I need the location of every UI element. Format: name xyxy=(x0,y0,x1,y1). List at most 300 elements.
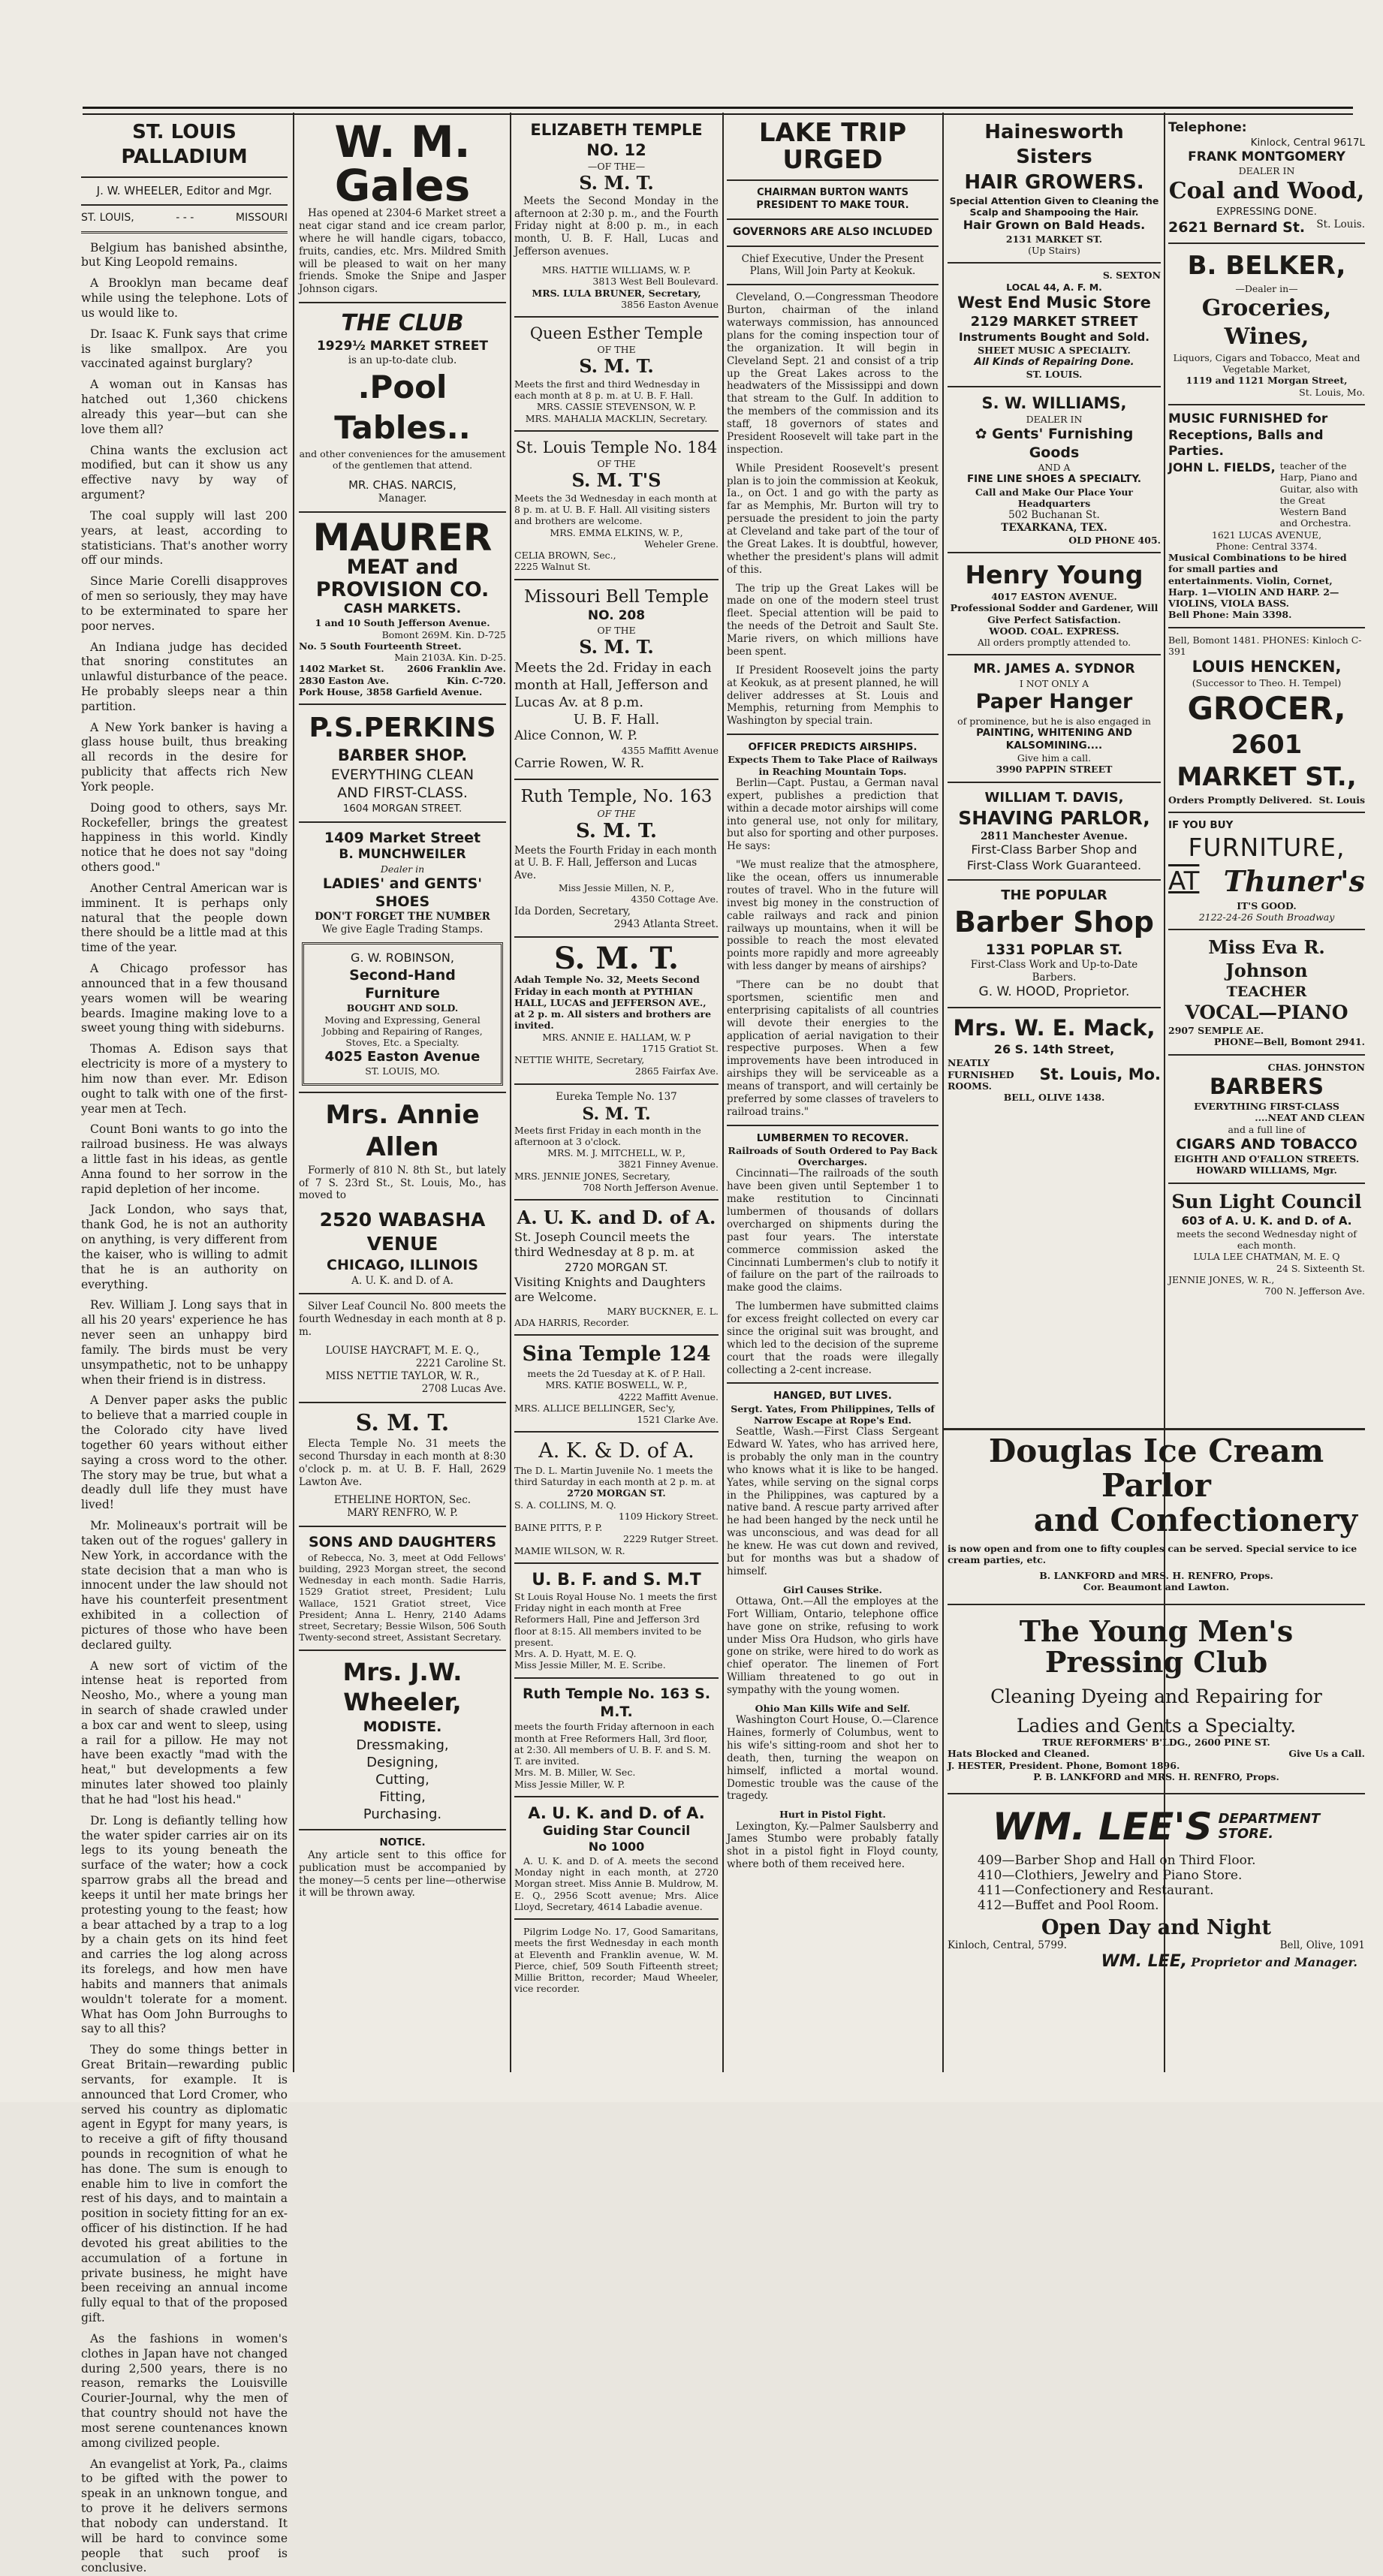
column-ads-1 xyxy=(299,116,506,2072)
williams-call: Call and Make Our Place Your Headquarters xyxy=(975,486,1133,509)
sina-n1b: 4222 Maffitt Avenue. xyxy=(618,1390,719,1402)
sydnor-title: Paper Hanger xyxy=(975,690,1133,714)
sydnor-name: MR. JAMES A. SYDNOR xyxy=(973,661,1135,677)
williams-phone: OLD PHONE 405. xyxy=(1068,534,1161,546)
maurer-addr2: No. 5 South Fourteenth Street. xyxy=(299,640,462,652)
column-rule xyxy=(722,113,724,2072)
article-paragraph: Cleveland, O.—Congressman Theodore Burton, chairman of the inland waterways commission, has announced plans for the coming inspection tour of the organization. It will begin in Cleveland Sept. 21 and consist of a trip up the Great Lakes across to the headwaters of the Mississippi and down that stream to the Gulf. In addition to the members of the commission and its staff, 18 governors of states and President Roosevelt will take part in the inspection. xyxy=(727,291,939,456)
editorial-paragraph: A new sort of victim of the intense heat is reported from Neosho, Mo., where a young man in search of shade crawled under a box car and went to sleep, using a rail for a pillow. He may not have been exactly "mad with the heat," but developments a few minutes later showed too plainly that he had "lost his head." xyxy=(81,1659,288,1806)
wheeler-sub: MODISTE. xyxy=(363,1719,442,1736)
editorial-paragraph: An Indiana judge has decided that snoring constitutes an unlawful disturbance of the peace. He probably sleeps near a thin partition. xyxy=(81,640,288,713)
headline-strike: Girl Causes Strike. xyxy=(783,1583,882,1595)
queen-n2: MRS. MAHALIA MACKLIN, Secretary. xyxy=(525,412,708,424)
eureka-n1: MRS. M. J. MITCHELL, W. P., xyxy=(547,1147,685,1159)
allen-title: Mrs. Annie Allen xyxy=(325,1099,480,1163)
auk-n2: ADA HARRIS, Recorder. xyxy=(514,1317,630,1329)
williams-and: AND A xyxy=(1038,461,1071,473)
sydnor-not: I NOT ONLY A xyxy=(1019,678,1089,690)
sexton: S. SEXTON xyxy=(1102,270,1161,282)
barbers-chas: CHAS. JOHNSTON xyxy=(1267,1061,1365,1073)
wide-ads xyxy=(948,1434,1365,2072)
editorial-paragraph: Dr. Isaac K. Funk says that crime is like smallpox. Are you vaccinated against burglary? xyxy=(81,327,288,371)
eureka-smt: S. M. T. xyxy=(582,1104,651,1124)
munchweiler-line2: We give Eagle Trading Stamps. xyxy=(321,923,484,936)
ruth-n1: Miss Jessie Millen, N. P., xyxy=(558,882,675,894)
haines-sub: HAIR GROWERS. xyxy=(964,170,1144,194)
stl-text: Meets the 3d Wednesday in each month at 8 p. m. at U. B. F. Hall. All visiting sisters and brothers are welcome. xyxy=(514,492,717,527)
auk-title: A. U. K. and D. of A. xyxy=(517,1207,716,1229)
top-rule xyxy=(83,107,1353,115)
headline-ohio: Ohio Man Kills Wife and Self. xyxy=(755,1702,911,1714)
lee-phones: Kinloch, Central, 5799. Bell, Olive, 1091 xyxy=(948,1939,1365,1952)
editorial-paragraph: Belgium has banished absinthe, but King Leopold remains. xyxy=(81,240,288,270)
music-local: LOCAL 44, A. F. M. xyxy=(1006,281,1102,293)
ruth-of: OF THE xyxy=(597,808,636,819)
mobell-title: Missouri Bell Temple xyxy=(523,586,710,607)
douglas-title1: Douglas Ice Cream Parlor xyxy=(988,1433,1324,1505)
thuner-goods: IT'S GOOD. xyxy=(1237,899,1297,911)
thuner-name-row: AT Thuner's xyxy=(1168,864,1365,899)
thuner-if: IF YOU BUY xyxy=(1168,819,1234,832)
munchweiler-name: B. MUNCHWEILER xyxy=(339,846,466,862)
article-paragraph: Cincinnati—The railroads of the south have been given until September 1 to make restitution to Cincinnati lumbermen of thousands of dollars overcharged on shipments during the past four years. The interstate commerce commission asked the Cincinnati Lumbermen's club to notify it of failure on the part of the railroads to make good the claims. xyxy=(727,1167,939,1294)
article-paragraph: "We must realize that the atmosphere, like the ocean, offers us innumerable routes of travel. Who in the future will invest big money in the construction of cable railways and rack and pinion railways up mountains, when it will be possible to reach the most elevated points more rapidly and more agreeably with less danger by means of airships? xyxy=(727,859,939,973)
hencken-name: LOUIS HENCKEN, xyxy=(1192,658,1342,676)
smt2-n2: MARY RENFRO, W. P. xyxy=(347,1507,458,1520)
williams-dealer: DEALER IN xyxy=(1026,414,1083,426)
elizabeth-n2: MRS. LULA BRUNER, Secretary, xyxy=(532,287,701,299)
maurer-addr1: 1 and 10 South Jefferson Avenue. xyxy=(315,617,490,629)
article-paragraph: Seattle, Wash.—First Class Sergeant Edward W. Yates, who has arrived here, is probably the only man in the country who knows what it is like to be hanged. Yates, while serving on the signal corps in the Philippines, was captured by a native band. A rescue party arrived after he had been hanged by the neck until he was unconscious, and was dead for all he knew. He was cut down and revived, but for months was but a shadow of himself. xyxy=(727,1426,939,1577)
article-paragraph: If President Roosevelt joins the party at Keokuk, as at present planned, he will deliver addresses at St. Louis and Memphis, returning from Memphis to Washington by special train. xyxy=(727,664,939,728)
munchweiler-dealer: Dealer in xyxy=(380,863,425,875)
montgomery-tel-num: Kinlock, Central 9617L xyxy=(1250,136,1365,149)
ruth-title: Ruth Temple, No. 163 xyxy=(520,786,713,806)
article-paragraph: Washington Court House, O.—Clarence Haines, formerly of Columbus, went to his wife's sitting-room and shot her to death, then, turning the weapon on himself, inflicted a mortal wound. Domestic trouble was the cause of the tragedy. xyxy=(727,1714,939,1803)
williams-city: TEXARKANA, TEX. xyxy=(1001,521,1107,534)
davis-addr: 2811 Manchester Avenue. xyxy=(981,830,1128,842)
sun-title: Sun Light Council xyxy=(1171,1190,1362,1213)
sun-n2: JENNIE JONES, W. R., xyxy=(1168,1273,1275,1285)
munchweiler-line1: DON'T FORGET THE NUMBER xyxy=(315,911,490,923)
johnson-phone: PHONE—Bell, Bomont 2941. xyxy=(1213,1036,1365,1048)
adah-text: Adah Temple No. 32, Meets Second Friday in each month at PYTHIAN HALL, LUCAS and JEFFERSON AVE., at 2 p. m. All sisters and brothers are invited. xyxy=(514,974,712,1032)
column-ads-2 xyxy=(948,120,1161,1434)
young-line: WOOD. COAL. EXPRESS. xyxy=(989,625,1119,637)
editorial-paragraph: Rev. William J. Long says that in all his 20 years' experience he has never seen an unhappy bird family. The birds must be very unsympathetic, not to be unhappy when their friend is in distress. xyxy=(81,1298,288,1387)
editorial-paragraph: Another Central American war is imminent. It is perhaps only natural that the people down there should be a little mad at this time of the year. xyxy=(81,881,288,955)
adah-smt: S. M. T. xyxy=(554,941,679,977)
column-news xyxy=(727,120,939,2072)
maurer-addr2b: Main 2103A. Kin. D-25. xyxy=(394,652,506,664)
subhead-burton: CHAIRMAN BURTON WANTS PRESIDENT TO MAKE TOUR. xyxy=(756,187,909,211)
lee-signature: WM. LEE, Proprietor and Manager. xyxy=(1101,1952,1357,1972)
silverleaf-n1b: 2221 Caroline St. xyxy=(415,1357,506,1369)
column-rule xyxy=(942,113,944,2072)
pop-title: Barber Shop xyxy=(954,905,1155,939)
notice-text: Any article sent to this office for publication must be accompanied by the money—5 cents per line—otherwise it will be thrown away. xyxy=(299,1848,506,1900)
williams-shoes: FINE LINE SHOES A SPECIALTY. xyxy=(966,473,1142,486)
club-note: and other conveniences for the amusement of the gentlemen that attend. xyxy=(299,447,506,471)
editorial-paragraph: A woman out in Kansas has hatched out 1,360 chickens already this year—but can she love them all? xyxy=(81,378,288,436)
allen-text: Formerly of 810 N. 8th St., but lately of 7 S. 23rd St., St. Louis, Mo., has moved to xyxy=(299,1164,506,1202)
akd-text: The D. L. Martin Juvenile No. 1 meets the third Saturday in each month at 2 p. m. at xyxy=(514,1464,716,1488)
belker-title: B. BELKER, xyxy=(1187,251,1346,282)
music-sheet: SHEET MUSIC A SPECIALTY. xyxy=(978,344,1131,356)
coal-address: 2621 Bernard St. St. Louis. xyxy=(1168,218,1365,236)
cigars-mgr: HOWARD WILLIAMS, Mgr. xyxy=(1196,1164,1337,1177)
douglas-title2: and Confectionery xyxy=(1033,1502,1357,1539)
headline-airships: OFFICER PREDICTS AIRSHIPS. xyxy=(748,741,917,754)
editorial-paragraph: A Brooklyn man became deaf while using the telephone. Lots of us would like to. xyxy=(81,276,288,320)
column-lodges xyxy=(514,120,719,2072)
lee-open: Open Day and Night xyxy=(1041,1916,1271,1940)
wheeler-service: Purchasing. xyxy=(363,1806,442,1822)
montgomery-name: FRANK MONTGOMERY xyxy=(1188,149,1345,164)
robinson-addr: 4025 Easton Avenue xyxy=(324,1049,481,1065)
akd-title: A. K. & D. of A. xyxy=(538,1439,695,1463)
silverleaf-n2: MISS NETTIE TAYLOR, W. R., xyxy=(325,1369,480,1382)
masthead-editor: J. W. WHEELER, Editor and Mgr. xyxy=(96,183,273,197)
queen-title: Queen Esther Temple xyxy=(529,324,704,343)
flower-icon: ✿ xyxy=(975,426,993,443)
ruth-n2b: 2943 Atlanta Street. xyxy=(613,917,719,930)
subhead-lumbermen: Railroads of South Ordered to Pay Back Overcharges. xyxy=(728,1144,938,1168)
lee-item: 409—Barber Shop and Hall on Third Floor. xyxy=(978,1853,1256,1869)
mobell-n1b: 4355 Maffitt Avenue xyxy=(621,744,719,756)
pop-addr: 1331 POPLAR ST. xyxy=(985,942,1123,959)
fields-music: MUSIC FURNISHED for Receptions, Balls and Parties. xyxy=(1168,411,1328,459)
thuner-addr: 2122-24-26 South Broadway xyxy=(1198,911,1335,923)
pressing-hester: J. HESTER, President. Phone, Bomont 1896. xyxy=(948,1759,1180,1771)
ubf-title: U. B. F. and S. M.T xyxy=(532,1570,701,1589)
elizabeth-n1b: 3813 West Bell Boulevard. xyxy=(592,276,719,288)
adah-n2: NETTIE WHITE, Secretary, xyxy=(514,1054,645,1066)
haines-text: Special Attention Given to Cleaning the Scalp and Shampooing the Hair. xyxy=(949,194,1159,218)
masthead-title: ST. LOUIS PALLADIUM xyxy=(121,121,248,169)
stl-title: St. Louis Temple No. 184 xyxy=(515,438,718,456)
mack-phone: BELL, OLIVE 1438. xyxy=(1003,1092,1105,1104)
grocer-addr: 2601 MARKET ST., xyxy=(1177,729,1357,793)
perkins-line1: EVERYTHING CLEAN xyxy=(330,767,475,784)
elizabeth-smt: S. M. T. xyxy=(579,172,654,194)
sina-n1: MRS. KATIE BOSWELL, W. P., xyxy=(545,1379,688,1391)
adah-n2b: 2865 Fairfax Ave. xyxy=(634,1065,719,1077)
maurer-addr1b: Bomont 269M. Kin. D-725 xyxy=(381,628,506,640)
johnson-name: Miss Eva R. Johnson xyxy=(1208,936,1325,982)
cigars-addr: EIGHTH AND O'FALLON STREETS. xyxy=(1174,1153,1360,1165)
wheeler-services xyxy=(299,1737,506,1823)
barbers-title: BARBERS xyxy=(1209,1073,1324,1099)
music-city: ST. LOUIS. xyxy=(1026,368,1083,380)
haines-big: Hair Grown on Bald Heads. xyxy=(963,218,1146,233)
akd-n1: S. A. COLLINS, M. Q. xyxy=(514,1499,616,1511)
queen-text: Meets the first and third Wednesday in each month at 8 p. m. at U. B. F. Hall. xyxy=(514,378,701,402)
editorial-paragraph: China wants the exclusion act modified, but can it show us any effective navy by way of argument? xyxy=(81,443,288,502)
douglas-text: is now open and from one to fifty couples can be served. Special service to ice cream parties, etc. xyxy=(948,1542,1357,1565)
article-paragraph: The lumbermen have submitted claims for excess freight collected on every car since the original suit was brought, and which led to the decision of the supreme court that the roads were illegally collecting a 2-cent increase. xyxy=(727,1300,939,1376)
pop-text: First-Class Work and Up-to-Date Barbers. xyxy=(970,959,1138,984)
article-paragraph: "There can be no doubt that sportsmen, scientific men and enterprising capitalists of all countries will devote their energies to the application of aerial navigation to their respective purposes. When a few improvements have been introduced in airships they will be serviceable as a means of transport, and will certainly be preferred by some classes of travelers to railroad trains." xyxy=(727,979,939,1118)
sina-text: meets the 2d Tuesday at K. of P. Hall. xyxy=(527,1368,706,1379)
sydnor-call: Give him a call. xyxy=(1017,752,1092,764)
column-editorial xyxy=(81,120,288,2575)
mobell-smt: S. M. T. xyxy=(579,635,654,658)
sina-title: Sina Temple 124 xyxy=(522,1342,711,1366)
montgomery-dealer: DEALER IN xyxy=(1238,165,1295,177)
coal-title: Coal and Wood, xyxy=(1168,177,1365,204)
sun-text: meets the second Wednesday night of each month. xyxy=(1177,1228,1357,1251)
perkins-title: P.S.PERKINS xyxy=(309,713,496,744)
douglas-props: B. LANKFORD and MRS. H. RENFRO, Props. xyxy=(1039,1570,1273,1582)
sina-n2: MRS. ALLICE BELLINGER, Sec'y, xyxy=(514,1402,676,1414)
adah-n1: MRS. ANNIE E. HALLAM, W. P xyxy=(542,1031,691,1043)
article-paragraph: Berlin—Capt. Pustau, a German naval expert, publishes a prediction that within a decade motor airships will come into general use, not only for military, but also for sporting and other purposes. He says: xyxy=(727,776,939,853)
headline-lake-trip: LAKE TRIP URGED xyxy=(758,118,907,175)
douglas-corner: Cor. Beaumont and Lawton. xyxy=(1083,1581,1230,1593)
stl-n1: MRS. EMMA ELKINS, W. P., xyxy=(550,526,683,538)
barbers-line: and a full line of xyxy=(1228,1123,1306,1135)
editorial-paragraph: Count Boni wants to go into the railroad business. He was always a little fast in his ideas, as gentle Anna found to her sorrow in the rapid depletion of her income. xyxy=(81,1122,288,1196)
subhead-hanged: Sergt. Yates, From Philippines, Tells of Narrow Escape at Rope's End. xyxy=(731,1402,935,1426)
queen-n1: MRS. CASSIE STEVENSON, W. P. xyxy=(536,401,697,413)
maurer-addr5: Pork House, 3858 Garfield Avenue. xyxy=(299,685,483,697)
lee-item: 412—Buffet and Pool Room. xyxy=(978,1898,1159,1914)
maurer-addr3: 1402 Market St. 2606 Franklin Ave. xyxy=(299,663,506,675)
maurer-sub: MEAT and PROVISION CO. xyxy=(315,556,490,601)
auk-text2: Visiting Knights and Daughters are Welcome. xyxy=(514,1275,706,1305)
akd-n2b: 2229 Rutger Street. xyxy=(623,1533,719,1545)
auk-text: St. Joseph Council meets the third Wednesday at 8 p. m. at xyxy=(514,1229,695,1260)
sons-title: SONS AND DAUGHTERS xyxy=(308,1534,497,1551)
lee-header: WM. LEE'S DEPARTMENT STORE. xyxy=(992,1805,1321,1849)
auk2-title: A. U. K. and D. of A. xyxy=(528,1803,705,1822)
editorial-paragraph: A Denver paper asks the public to believe that a married couple in the Colorado city have lived together 60 years without either saying a cross word to the other. The story may be true, but what a deadly dull life they must have lived! xyxy=(81,1393,288,1512)
grocer-footer: Orders Promptly Delivered. St. Louis xyxy=(1168,794,1365,806)
eureka-n1b: 3821 Finney Avenue. xyxy=(618,1158,719,1170)
williams-addr: 502 Buchanan St. xyxy=(1008,509,1100,521)
belker-addr: 1119 and 1121 Morgan Street, xyxy=(1186,375,1348,387)
subhead-keokuk: Chief Executive, Under the Present Plans, Will Join Party at Keokuk. xyxy=(741,252,924,278)
ubf-n1: Mrs. A. D. Hyatt, M. E. Q. xyxy=(514,1648,637,1660)
davis-line2: First-Class Work Guaranteed. xyxy=(966,857,1142,872)
auk-n1: MARY BUCKNER, E. L. xyxy=(607,1305,719,1317)
sydnor-work: PAINTING, WHITENING AND KALSOMINING.... xyxy=(976,727,1132,752)
auk2-no: No 1000 xyxy=(588,1839,645,1854)
adah-n1b: 1715 Gratiot St. xyxy=(641,1042,719,1054)
pressing-sub1: Cleaning Dyeing and Repairing for xyxy=(990,1686,1322,1708)
ruth2-title: Ruth Temple No. 163 S. M.T. xyxy=(522,1685,711,1721)
johnson-teacher: TEACHER xyxy=(1226,983,1307,1000)
young-orders: All orders promptly attended to. xyxy=(977,637,1131,649)
robinson-title: Second-Hand Furniture xyxy=(349,966,456,1002)
elizabeth-title: ELIZABETH TEMPLE NO. 12 xyxy=(530,121,703,159)
subhead-airships: Expects Them to Take Place of Railways in Reaching Mountain Tops. xyxy=(728,754,938,777)
pressing-props: P. B. LANKFORD and MRS. H. RENFRO, Props. xyxy=(1033,1770,1279,1782)
sina-n2b: 1521 Clarke Ave. xyxy=(637,1414,719,1425)
young-text: Professional Sodder and Gardener, Will Give Perfect Satisfaction. xyxy=(950,602,1159,625)
pop-name: G. W. HOOD, Proprietor. xyxy=(978,984,1130,1000)
mobell-of: OF THE xyxy=(597,624,636,636)
silverleaf-n1: LOUISE HAYCRAFT, M. E. Q., xyxy=(325,1345,480,1357)
haines-floor: (Up Stairs) xyxy=(1028,245,1080,257)
masthead-place: ST. LOUIS, - - - MISSOURI xyxy=(81,211,288,224)
stl-n2: CELIA BROWN, Sec., xyxy=(514,550,616,562)
auk2-sub: Guiding Star Council xyxy=(542,1823,691,1839)
editorial-paragraph: Mr. Molineaux's portrait will be taken out of the rogues' gallery in New York, in accordance with the state decision that a man who is innocent under the law should not have his counterfeit presentment exhibited in a collection of pictures of those who have been declared guilty. xyxy=(81,1519,288,1652)
barbers-sub: EVERYTHING FIRST-CLASS xyxy=(1194,1101,1339,1112)
mobell-n1: Alice Connon, W. P. xyxy=(514,728,637,743)
belker-city: St. Louis, Mo. xyxy=(1299,386,1365,398)
smt2-title: S. M. T. xyxy=(355,1409,450,1436)
maurer-addr4: 2830 Easton Ave. Kin. C-720. xyxy=(299,674,506,686)
perkins-addr: 1604 MORGAN STREET. xyxy=(342,802,463,815)
munchweiler-addr: 1409 Market Street xyxy=(324,829,481,846)
ruth-n1b: 4350 Cottage Ave. xyxy=(631,893,719,905)
smt2-n1: ETHELINE HORTON, Sec. xyxy=(333,1494,472,1507)
editorial-paragraph: A New York banker is having a glass house built, thus breaking all records in the desire for publicity that affects rich New York people. xyxy=(81,720,288,794)
headline-pistol: Hurt in Pistol Fight. xyxy=(779,1809,886,1821)
montgomery-tel: Telephone: xyxy=(1168,120,1247,135)
editorial-paragraph: An evangelist at York, Pa., claims to be gifted with the power to speak in an unknown tongue, and to prove it he delivers sermons that nobody can understand. It will be hard to convince some people that such proof is conclusive. xyxy=(81,2457,288,2575)
editorial-paragraph: They do some things better in Great Britain—rewarding public servants, for example. It is announced that Lord Cromer, who served his country as diplomatic agent in Egypt for many years, is to receive a gift of fifty thousand pounds in recognition of what he has done. The sum is enough to enable him to live in comfort the rest of his days, and to maintain a position in society fitting for an ex-officer of his distinction. If he had devoted his great abilities to the accumulation of a fortune in private business, he might have been receiving an annual income fully equal to that of the proposed gift. xyxy=(81,2043,288,2325)
elizabeth-n2b: 3856 Easton Avenue xyxy=(621,298,719,310)
allen-city: CHICAGO, ILLINOIS xyxy=(327,1257,478,1274)
mack-footer: NEATLY FURNISHED ROOMS. St. Louis, Mo. xyxy=(948,1057,1161,1092)
mobell-hall: U. B. F. Hall. xyxy=(573,711,660,728)
robinson-sub: BOUGHT AND SOLD. xyxy=(346,1002,459,1014)
club-tagline: is an up-to-date club. xyxy=(348,354,457,367)
pressing-title: The Young Men's Pressing Club xyxy=(1019,1613,1294,1680)
hencken-phones: Bell, Bomont 1481. PHONES: Kinloch C-391 xyxy=(1168,634,1362,657)
music-line: Instruments Bought and Sold. xyxy=(959,330,1149,344)
williams-goods: ✿ Gents' Furnishing Goods xyxy=(975,426,1134,461)
mack-addr: 26 S. 14th Street, xyxy=(993,1041,1115,1056)
silverleaf-n2b: 2708 Lucas Ave. xyxy=(421,1382,506,1395)
haines-title: Hainesworth Sisters xyxy=(984,121,1124,169)
club-pool: .Pool Tables.. xyxy=(334,369,471,446)
johnson-vocal: VOCAL—PIANO xyxy=(1185,1002,1348,1024)
sydnor-text: of prominence, but he is also engaged in xyxy=(957,716,1151,728)
williams-title: S. W. WILLIAMS, xyxy=(981,394,1127,413)
young-addr: 4017 EASTON AVENUE. xyxy=(991,591,1117,603)
sun-n1b: 24 S. Sixteenth St. xyxy=(1276,1262,1365,1274)
pilgrim-text: Pilgrim Lodge No. 17, Good Samaritans, meets the first Wednesday in each month at Eleventh and Franklin avenue, W. M. Pierce, chief, 509 South Fifteenth street; Millie Britton, recorder; Maud Wheeler, vice recorder. xyxy=(514,1926,719,1995)
fields-bell: Bell Phone: Main 3398. xyxy=(1168,609,1292,621)
wide-ads-rule xyxy=(943,1428,1365,1430)
coal-sub: EXPRESSING DONE. xyxy=(1216,206,1317,218)
editorial-paragraph: Thomas A. Edison says that electricity is more of a mystery to him now than ever. Mr. Edison ought to talk with one of the first-year men at Tech. xyxy=(81,1042,288,1116)
pressing-row: Hats Blocked and Cleaned. Give Us a Call. xyxy=(948,1748,1365,1760)
mobell-n2: Carrie Rowen, W. R. xyxy=(514,755,645,771)
notice-title: NOTICE. xyxy=(379,1836,426,1848)
robinson-name: G. W. ROBINSON, xyxy=(351,951,454,966)
article-paragraph: While President Roosevelt's present plan is to join the commission at Keokuk, Ia., on Oct. 1 and go with the party as far as Memphis, Mr. Burton will try to persuade the president to join the party at Cleveland and take part of the tour of the Great Lakes. It is doubtful, however, whether the president's plans will admit of this. xyxy=(727,462,939,576)
akd-n3: MAMIE WILSON, W. R. xyxy=(514,1544,625,1556)
robinson-desc: Moving and Expressing, General Jobbing and Repairing of Ranges, Stoves, Etc. a Specialty. xyxy=(322,1014,483,1049)
fields-addr: 1621 LUCAS AVENUE, xyxy=(1211,529,1322,541)
gales-title: W. M. Gales xyxy=(334,116,471,211)
haines-addr: 2131 MARKET ST. xyxy=(1005,233,1103,245)
ruth2-n1: Mrs. M. B. Miller, W. Sec. xyxy=(514,1767,636,1779)
mobell-no: NO. 208 xyxy=(587,607,646,623)
ruth2-text: meets the fourth Friday afternoon in each month at Free Reformers Hall, 3rd floor, at 2:30. All members of U. B. F. and S. M. T. are invited. xyxy=(514,1721,715,1767)
sun-sub: 603 of A. U. K. and D. of A. xyxy=(1181,1213,1352,1228)
munchweiler-goods: LADIES' and GENTS' SHOES xyxy=(322,875,483,911)
eureka-title: Eureka Temple No. 137 xyxy=(556,1090,677,1103)
ubf-text: St Louis Royal House No. 1 meets the first Friday night in each month at Free Reformers Hall, Pine and Jefferson 3rd floor at 8:15. All members invited to be present. xyxy=(514,1590,717,1648)
wheeler-service: Cutting, xyxy=(375,1771,429,1788)
grocer-title: GROCER, xyxy=(1187,690,1346,728)
music-addr: 2129 MARKET STREET xyxy=(970,313,1138,330)
editorial-paragraphs xyxy=(81,241,288,2576)
akd-n1b: 1109 Hickory Street. xyxy=(618,1510,719,1522)
ruth-text: Meets the Fourth Friday in each month at U. B. F. Hall, Jefferson and Lucas Ave. xyxy=(514,844,717,882)
lee-item: 410—Clothiers, Jewelry and Piano Store. xyxy=(978,1868,1243,1884)
headline-lumbermen: LUMBERMEN TO RECOVER. xyxy=(756,1131,909,1144)
club-title: THE CLUB xyxy=(341,310,464,337)
pressing-bldg: TRUE REFORMERS' B'LDG., 2600 PINE ST. xyxy=(1042,1737,1270,1749)
elizabeth-of: —OF THE— xyxy=(587,160,646,172)
mack-title: Mrs. W. E. Mack, xyxy=(953,1014,1156,1041)
editorial-paragraph: The coal supply will last 200 years, at least, according to statisticians. That's another worry off our minds. xyxy=(81,508,288,568)
robinson-city: ST. LOUIS, MO. xyxy=(365,1065,440,1077)
sun-n1: LULA LEE CHATMAN, M. E. Q xyxy=(1193,1251,1340,1263)
article-paragraph: Lexington, Ky.—Palmer Saulsberry and James Stumbo were probably fatally shot in a pistol fight in Floyd county, where both of them received here. xyxy=(727,1820,939,1871)
editorial-paragraph: As the fashions in women's clothes in Japan have not changed during 2,500 years, there is no reason, remarks the Louisville Courier-Journal, why the men of that country should not have the most serene countenances known among civilized people. xyxy=(81,2331,288,2450)
allen-org: A. U. K. and D. of A. xyxy=(351,1274,453,1287)
music-title: West End Music Store xyxy=(957,293,1151,312)
club-manager: MR. CHAS. NARCIS, xyxy=(348,478,456,493)
wheeler-service: Designing, xyxy=(366,1754,438,1770)
queen-of: OF THE xyxy=(597,343,636,355)
allen-addr: 2520 WABASHA VENUE xyxy=(319,1209,486,1255)
editorial-paragraph: A Chicago professor has announced that in a few thousand years women will be wearing beards. Imagine making love to a sweet young thing with sideburns. xyxy=(81,962,288,1035)
music-repair: All Kinds of Repairing Done. xyxy=(974,356,1134,369)
belker-dealer: —Dealer in— xyxy=(1235,282,1298,294)
ruth2-n2: Miss Jessie Miller, W. P. xyxy=(514,1778,625,1790)
auk-addr: 2720 MORGAN ST. xyxy=(565,1260,668,1274)
eureka-n2: MRS. JENNIE JONES, Secretary, xyxy=(514,1170,670,1182)
editorial-paragraph: Jack London, who says that, thank God, he is not an authority on anything, is very different from the kaiser, who is willing to admit that he is an authority on everything. xyxy=(81,1203,288,1291)
davis-name: WILLIAM T. DAVIS, xyxy=(984,789,1124,806)
young-title: Henry Young xyxy=(965,560,1143,589)
davis-line1: First-Class Barber Shop and xyxy=(971,842,1137,857)
column-rule xyxy=(510,113,511,2072)
sydnor-addr: 3990 PAPPIN STREET xyxy=(996,764,1113,776)
akd-n2: BAINE PITTS, P. P. xyxy=(514,1522,603,1534)
belker-goods: Liquors, Cigars and Tobacco, Meat and Vegetable Market, xyxy=(1173,351,1360,375)
eureka-text: Meets first Friday in each month in the afternoon at 3 o'clock. xyxy=(514,1124,701,1147)
maurer-markets: CASH MARKETS. xyxy=(343,601,462,616)
gales-text: Has opened at 2304-6 Market street a neat cigar stand and ice cream parlor, where he will handle cigars, tobacco, fruits, candies, etc. Mrs. Mildred Smith will be pleased to wait on her many friends. Smoke the Snipe and Jasper Johnson cigars. xyxy=(299,207,506,296)
club-address: 1929½ MARKET STREET xyxy=(316,338,489,354)
wheeler-service: Dressmaking, xyxy=(356,1737,449,1753)
fields-phone: Phone: Central 3374. xyxy=(1216,540,1318,552)
silverleaf-text: Silver Leaf Council No. 800 meets the fourth Wednesday in each month at 8 p. m. xyxy=(299,1300,506,1339)
mobell-text: Meets the 2d. Friday in each month at Hall, Jefferson and Lucas Av. at 8 p.m. xyxy=(514,659,712,710)
wheeler-title: Mrs. J.W. Wheeler, xyxy=(342,1657,463,1717)
perkins-line2: AND FIRST-CLASS. xyxy=(337,785,468,802)
maurer-title: MAURER xyxy=(312,516,493,560)
pop-the: THE POPULAR xyxy=(1001,887,1107,904)
elizabeth-n1: MRS. HATTIE WILLIAMS, W. P. xyxy=(541,264,692,276)
lee-items xyxy=(948,1853,1365,1913)
column-ads-3 xyxy=(1168,120,1365,1434)
subhead-governors: GOVERNORS ARE ALSO INCLUDED xyxy=(732,225,933,238)
sons-text: of Rebecca, No. 3, meet at Odd Fellows' building, 2923 Morgan street, the second Wednesday in each month. Sadie Harris, 1529 Gratiot street, President; Lulu Wallace, 1521 Gratiot street, Vice President; Anna L. Henry, 2140 Adams street, Secretary; Bessie Wilson, 506 South Twenty-second street, Assistant Secretary. xyxy=(299,1551,506,1644)
hencken-sub: (Successor to Theo. H. Tempel) xyxy=(1192,676,1342,688)
